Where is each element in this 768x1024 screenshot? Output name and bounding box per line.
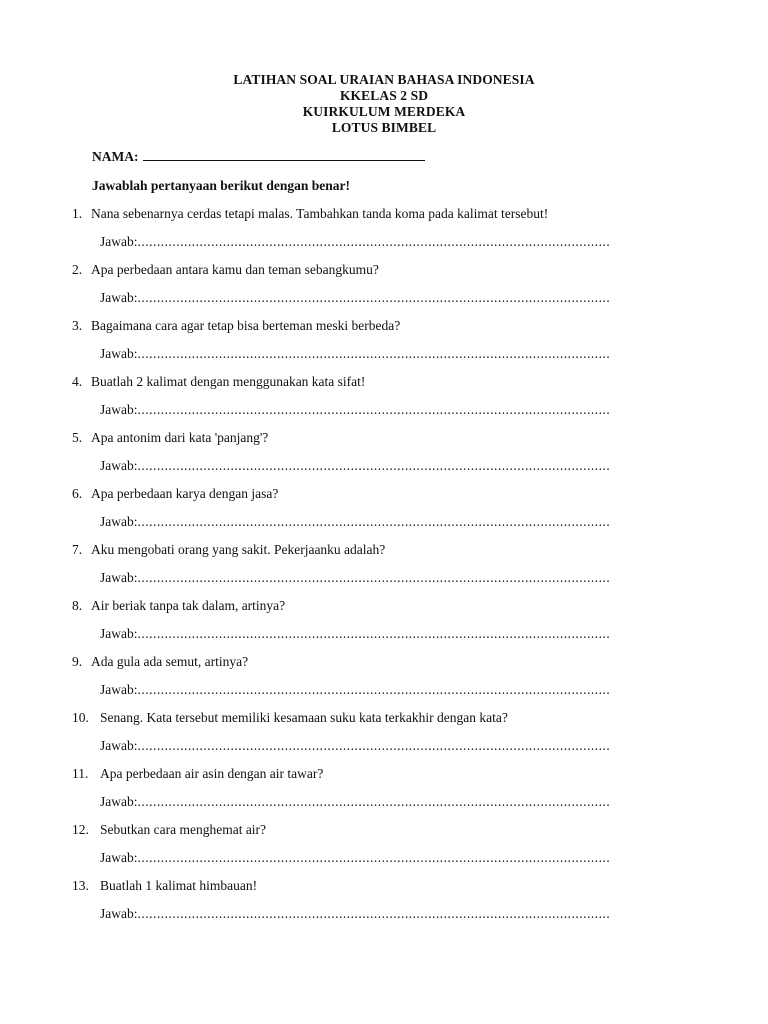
- answer-line[interactable]: [100, 794, 655, 810]
- question-item: [0, 654, 768, 710]
- question-item: [0, 878, 768, 934]
- question-item: [0, 486, 768, 542]
- answer-label: Jawab:: [100, 290, 138, 305]
- question-text: Air beriak tanpa tak dalam, artinya?: [91, 598, 286, 613]
- question-number: 7.: [72, 542, 83, 557]
- answer-label: Jawab:: [100, 850, 138, 865]
- answer-label: Jawab:: [100, 794, 138, 809]
- answer-dotted-line: ..........................................................................................................................: [137, 402, 611, 417]
- question-item: [0, 430, 768, 486]
- question-number: 1.: [72, 206, 83, 221]
- answer-dotted-line: ..........................................................................................................................: [137, 458, 611, 473]
- answer-line[interactable]: [100, 514, 655, 530]
- curriculum-name: KUIRKULUM MERDEKA: [302, 104, 466, 119]
- answer-line[interactable]: [100, 850, 655, 866]
- publisher-name: LOTUS BIMBEL: [331, 120, 437, 135]
- question-list: [0, 206, 768, 934]
- question-text: Ada gula ada semut, artinya?: [91, 654, 249, 669]
- answer-line[interactable]: [100, 906, 655, 922]
- question-item: [0, 374, 768, 430]
- question-text: Aku mengobati orang yang sakit. Pekerjaanku adalah?: [91, 542, 386, 557]
- answer-dotted-line: ..........................................................................................................................: [137, 346, 611, 361]
- answer-label: Jawab:: [100, 738, 138, 753]
- question-item: [0, 766, 768, 822]
- question-item: [0, 598, 768, 654]
- question-text: Nana sebenarnya cerdas tetapi malas. Tambahkan tanda koma pada kalimat tersebut!: [91, 206, 549, 221]
- answer-dotted-line: ..........................................................................................................................: [137, 570, 611, 585]
- answer-line[interactable]: [100, 234, 655, 250]
- answer-line[interactable]: [100, 626, 655, 642]
- answer-dotted-line: ..........................................................................................................................: [137, 682, 611, 697]
- answer-dotted-line: ..........................................................................................................................: [137, 738, 611, 753]
- answer-line[interactable]: [100, 682, 655, 698]
- class-level: KKELAS 2 SD: [339, 88, 429, 103]
- question-text: Apa perbedaan karya dengan jasa?: [91, 486, 279, 501]
- worksheet-header: [0, 72, 768, 136]
- answer-line[interactable]: [100, 738, 655, 754]
- question-item: [0, 710, 768, 766]
- question-number: 13.: [72, 878, 89, 893]
- question-number: 12.: [72, 822, 89, 837]
- answer-label: Jawab:: [100, 346, 138, 361]
- answer-label: Jawab:: [100, 626, 138, 641]
- question-text: Buatlah 1 kalimat himbauan!: [100, 878, 258, 893]
- answer-dotted-line: ..........................................................................................................................: [137, 850, 611, 865]
- answer-dotted-line: ..........................................................................................................................: [137, 794, 611, 809]
- answer-dotted-line: ..........................................................................................................................: [137, 514, 611, 529]
- answer-line[interactable]: [100, 290, 655, 306]
- question-text: Buatlah 2 kalimat dengan menggunakan kata sifat!: [91, 374, 366, 389]
- answer-dotted-line: ..........................................................................................................................: [137, 290, 611, 305]
- answer-label: Jawab:: [100, 458, 138, 473]
- question-number: 4.: [72, 374, 83, 389]
- answer-label: Jawab:: [100, 402, 138, 417]
- answer-line[interactable]: [100, 346, 655, 362]
- answer-dotted-line: ..........................................................................................................................: [137, 906, 611, 921]
- answer-dotted-line: ..........................................................................................................................: [137, 626, 611, 641]
- question-text: Sebutkan cara menghemat air?: [100, 822, 267, 837]
- answer-line[interactable]: [100, 458, 655, 474]
- question-item: [0, 542, 768, 598]
- question-number: 6.: [72, 486, 83, 501]
- question-item: [0, 318, 768, 374]
- worksheet-title: LATIHAN SOAL URAIAN BAHASA INDONESIA: [233, 72, 535, 87]
- question-number: 9.: [72, 654, 83, 669]
- name-blank-line: [143, 148, 425, 161]
- question-number: 10.: [72, 710, 89, 725]
- question-number: 8.: [72, 598, 83, 613]
- question-text: Apa perbedaan antara kamu dan teman sebangkumu?: [91, 262, 379, 277]
- question-text: Senang. Kata tersebut memiliki kesamaan suku kata terkakhir dengan kata?: [100, 710, 508, 725]
- question-number: 2.: [72, 262, 83, 277]
- answer-line[interactable]: [100, 402, 655, 418]
- name-field: [92, 148, 425, 165]
- question-text: Bagaimana cara agar tetap bisa berteman meski berbeda?: [91, 318, 401, 333]
- question-text: Apa perbedaan air asin dengan air tawar?: [100, 766, 324, 781]
- answer-label: Jawab:: [100, 514, 138, 529]
- question-item: [0, 262, 768, 318]
- question-item: [0, 206, 768, 262]
- question-text: Apa antonim dari kata 'panjang'?: [91, 430, 269, 445]
- question-number: 3.: [72, 318, 83, 333]
- question-number: 5.: [72, 430, 83, 445]
- answer-label: Jawab:: [100, 682, 138, 697]
- answer-line[interactable]: [100, 570, 655, 586]
- answer-label: Jawab:: [100, 906, 138, 921]
- question-number: 11.: [72, 766, 89, 781]
- question-item: [0, 822, 768, 878]
- answer-label: Jawab:: [100, 234, 138, 249]
- instruction-text: Jawablah pertanyaan berikut dengan benar!: [92, 178, 351, 193]
- answer-label: Jawab:: [100, 570, 138, 585]
- answer-dotted-line: ..........................................................................................................................: [137, 234, 611, 249]
- name-label: NAMA:: [92, 149, 139, 164]
